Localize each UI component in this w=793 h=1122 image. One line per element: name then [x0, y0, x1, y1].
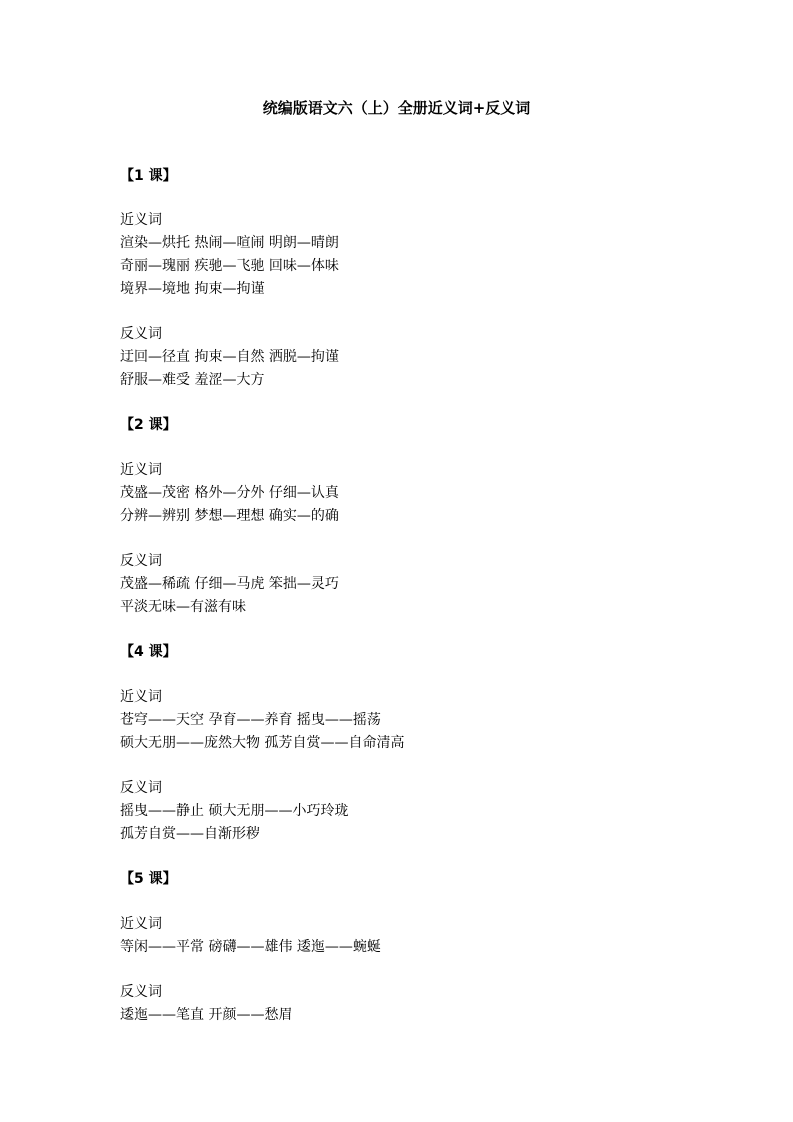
document-title: 统编版语文六（上）全册近义词+反义词	[262, 99, 531, 117]
lesson-5-antonym-label: 反义词	[120, 984, 162, 1000]
lesson-2-synonym-list	[120, 482, 339, 528]
word-pair-line: 分辨—辨别 梦想—理想 确实—的确	[120, 508, 339, 524]
lesson-2-heading: 【2 课】	[120, 417, 177, 433]
word-pair-line: 渲染—烘托 热闹—喧闹 明朗—晴朗	[120, 235, 339, 251]
lesson-4-antonym-label: 反义词	[120, 780, 162, 796]
lesson-1-antonym-label: 反义词	[120, 326, 162, 342]
word-pair-line: 硕大无朋——庞然大物 孤芳自赏——自命清高	[120, 735, 405, 751]
word-pair-line: 迂回—径直 拘束—自然 洒脱—拘谨	[120, 349, 339, 365]
word-pair-line: 奇丽—瑰丽 疾驰—飞驰 回味—体味	[120, 258, 339, 274]
word-pair-line: 茂盛—稀疏 仔细—马虎 笨拙—灵巧	[120, 576, 339, 592]
word-pair-line: 境界—境地 拘束—拘谨	[120, 281, 265, 297]
lesson-1-synonym-label: 近义词	[120, 212, 162, 228]
lesson-5-synonym-label: 近义词	[120, 916, 162, 932]
lesson-2-antonym-label: 反义词	[120, 553, 162, 569]
lesson-4-synonym-label: 近义词	[120, 689, 162, 705]
word-pair-line: 苍穹——天空 孕育——养育 摇曳——摇荡	[120, 712, 381, 728]
word-pair-line: 孤芳自赏——自渐形秽	[120, 826, 260, 842]
lesson-5-antonym-list	[120, 1004, 292, 1027]
word-pair-line: 舒服—难受 羞涩—大方	[120, 372, 265, 388]
lesson-5-heading: 【5 课】	[120, 871, 177, 887]
lesson-4-synonym-list	[120, 709, 404, 755]
lesson-1-synonym-list	[120, 232, 339, 301]
word-pair-line: 平淡无味—有滋有味	[120, 599, 246, 615]
word-pair-line: 等闲——平常 磅礴——雄伟 逶迤——蜿蜒	[120, 939, 381, 955]
lesson-5-synonym-list	[120, 936, 381, 959]
word-pair-line: 逶迤——笔直 开颜——愁眉	[120, 1007, 293, 1023]
word-pair-line: 茂盛—茂密 格外—分外 仔细—认真	[120, 485, 339, 501]
lesson-2-synonym-label: 近义词	[120, 462, 162, 478]
lesson-4-heading: 【4 课】	[120, 644, 177, 660]
lesson-1-antonym-list	[120, 346, 339, 392]
lesson-2-antonym-list	[120, 573, 339, 619]
lesson-1-heading: 【1 课】	[120, 168, 177, 184]
word-pair-line: 摇曳——静止 硕大无朋——小巧玲珑	[120, 803, 349, 819]
lesson-4-antonym-list	[120, 800, 348, 846]
